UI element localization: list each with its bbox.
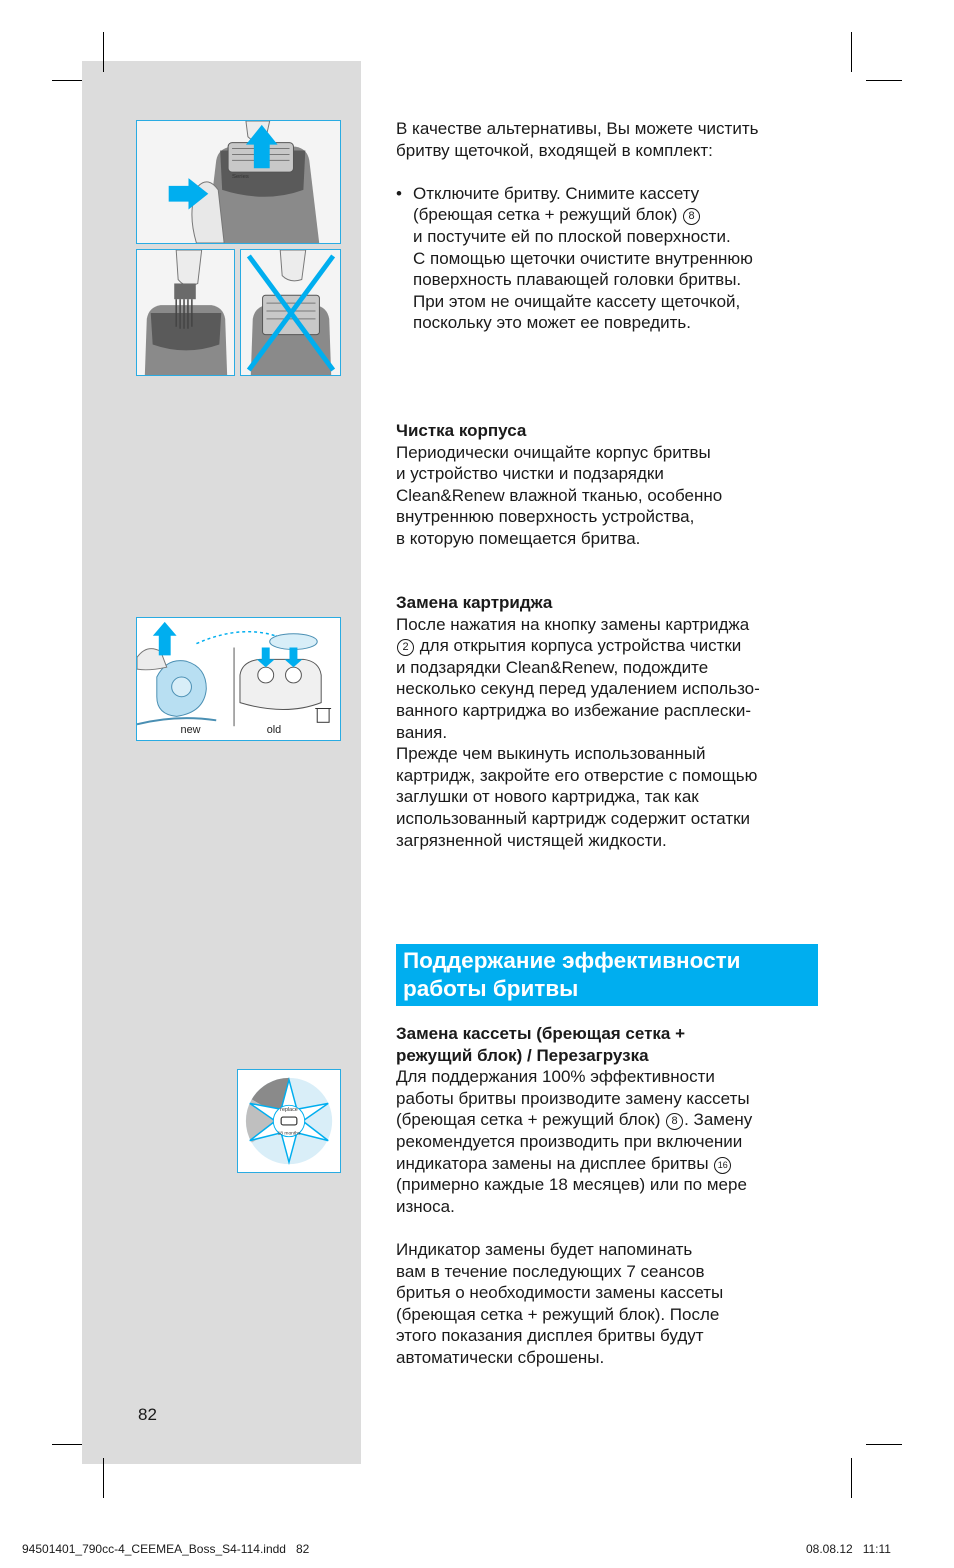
- crop-mark: [103, 1458, 104, 1498]
- text-line: автоматически сброшены.: [396, 1347, 605, 1367]
- page-number: 82: [138, 1405, 157, 1424]
- crop-mark: [866, 1444, 902, 1445]
- text-line: использованный картридж содержит остатки: [396, 808, 751, 828]
- crop-mark: [851, 1458, 852, 1498]
- crop-mark: [103, 32, 104, 72]
- ref-number-8: 8: [666, 1113, 683, 1130]
- section-heading: режущий блок) / Перезагрузка: [396, 1045, 649, 1065]
- section-heading: Чистка корпуса: [396, 421, 527, 440]
- section-banner: [396, 944, 818, 1006]
- text-line: поскольку это может ее повредить.: [413, 313, 691, 333]
- text-line: несколько секунд перед удалением использо-: [396, 679, 760, 699]
- figure-no-brush-cassette: [240, 249, 341, 376]
- text-line: бритья о необходимости замены кассеты: [396, 1283, 724, 1303]
- text-line: Периодически очищайте корпус бритвы: [396, 442, 711, 462]
- text-line: внутреннюю поверхность устройства,: [396, 507, 695, 527]
- text-line: вам в течение последующих 7 сеансов: [396, 1261, 705, 1281]
- text-line: При этом не очищайте кассету щеточкой,: [413, 291, 741, 311]
- text-line: работы бритвы производите замену кассеты: [396, 1088, 750, 1108]
- figure-replace-indicator: [237, 1069, 341, 1173]
- crop-mark: [52, 80, 82, 81]
- crop-mark: [866, 80, 902, 81]
- text-line: Clean&Renew влажной тканью, особенно: [396, 485, 723, 505]
- footer-timestamp: 08.08.12 11:11: [806, 1542, 891, 1556]
- text-line: и подзарядки Clean&Renew, подождите: [396, 657, 709, 677]
- text-line: поверхность плавающей головки бритвы.: [413, 270, 742, 290]
- section-heading: Замена картриджа: [396, 593, 553, 612]
- text-line: [413, 204, 826, 226]
- bullet-item: [396, 183, 826, 334]
- text-line: загрязненной чистящей жидкости.: [396, 830, 667, 850]
- text-line: Прежде чем выкинуть использованный: [396, 744, 706, 764]
- text-line: вания.: [396, 722, 448, 742]
- text-line: (примерно каждые 18 месяцев) или по мере: [396, 1175, 747, 1195]
- text-line: рекомендуется производить при включении: [396, 1131, 743, 1151]
- text-line: и постучите ей по плоской поверхности.: [413, 226, 731, 246]
- months-text: 18 months: [277, 1131, 301, 1137]
- footer-file-info: 94501401_790cc-4_CEEMEA_Boss_S4-114.indd 82: [22, 1542, 310, 1556]
- text-line: в которую помещается бритва.: [396, 528, 641, 548]
- text-line: Отключите бритву. Снимите кассету: [413, 183, 700, 203]
- series-label: Series: [232, 174, 249, 181]
- section-cartridge-replacement: [396, 592, 826, 851]
- section-body-cleaning: [396, 420, 826, 550]
- text-line: заглушки от нового картриджа, так как: [396, 787, 699, 807]
- crop-mark: [851, 32, 852, 72]
- text-line: (бреющая сетка + режущий блок). После: [396, 1304, 720, 1324]
- banner-line: Поддержание эффективности: [403, 948, 741, 973]
- text-span: . Замену: [684, 1110, 753, 1130]
- ref-number-2: 2: [397, 639, 414, 656]
- ref-number-8: 8: [683, 208, 700, 225]
- ref-number-16: 16: [714, 1157, 731, 1174]
- text-line: бритву щеточкой, входящей в комплект:: [396, 140, 713, 160]
- text-line: После нажатия на кнопку замены картриджа: [396, 614, 750, 634]
- text-line: В качестве альтернативы, Вы можете чистить: [396, 119, 759, 138]
- text-line: и устройство чистки и подзарядки: [396, 464, 664, 484]
- label-new: new: [180, 724, 201, 737]
- text-line: [396, 1153, 826, 1175]
- text-line: [396, 635, 826, 657]
- text-line: С помощью щеточки очистите внутреннюю: [413, 248, 753, 268]
- section-cassette-replacement: [396, 1023, 826, 1369]
- banner-line: работы бритвы: [403, 976, 579, 1001]
- text-line: ванного картриджа во избежание расплески-: [396, 700, 751, 720]
- crop-mark: [52, 1444, 82, 1445]
- label-old: old: [266, 724, 282, 737]
- text-span: (бреющая сетка + режущий блок): [413, 205, 678, 225]
- text-line: [396, 1109, 826, 1131]
- figure-remove-cassette: [136, 120, 341, 244]
- text-line: этого показания дисплея бритвы будут: [396, 1326, 704, 1346]
- replace-text: replace: [280, 1107, 298, 1114]
- bullet-dot: •: [396, 183, 402, 203]
- text-line: картридж, закройте его отверстие с помощью: [396, 765, 758, 785]
- figure-brush-head: [136, 249, 235, 376]
- figure-cartridge-replacement: [136, 617, 341, 741]
- text-span: (бреющая сетка + режущий блок): [396, 1110, 661, 1130]
- text-line: износа.: [396, 1196, 455, 1216]
- text-line: Индикатор замены будет напоминать: [396, 1239, 693, 1259]
- section-brush-cleaning: [396, 118, 826, 334]
- text-span: для открытия корпуса устройства чистки: [419, 636, 742, 656]
- section-heading: Замена кассеты (бреющая сетка +: [396, 1024, 686, 1043]
- text-line: Для поддержания 100% эффективности: [396, 1067, 715, 1087]
- text-span: индикатора замены на дисплее бритвы: [396, 1153, 709, 1173]
